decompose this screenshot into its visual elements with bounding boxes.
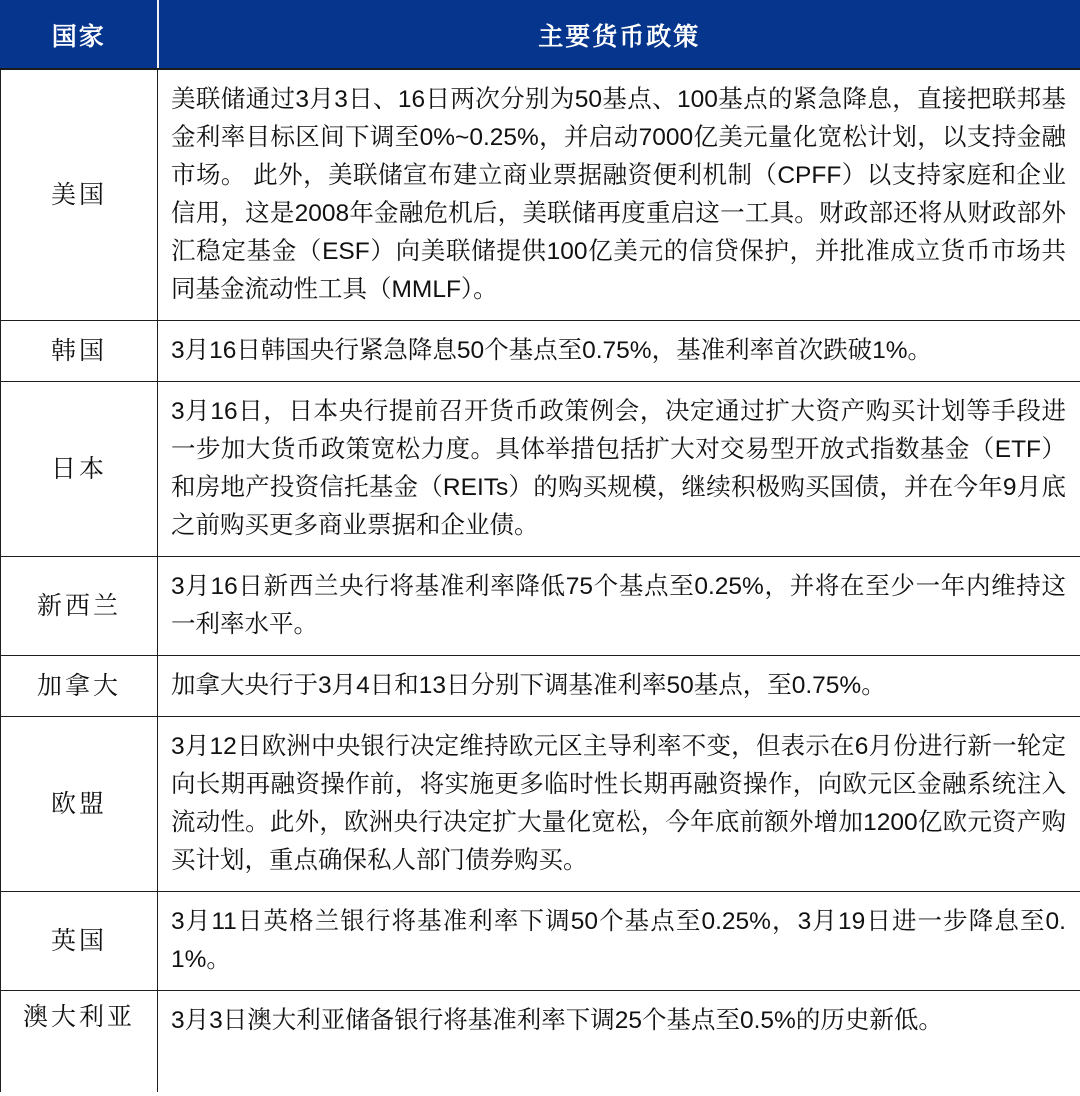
table-row bbox=[1, 991, 1080, 1093]
table-body bbox=[1, 69, 1080, 1092]
cell-country: 日本 bbox=[1, 382, 158, 557]
cell-policy: 3月11日英格兰银行将基准利率下调50个基点至0.25%，3月19日进一步降息至0.1%。 bbox=[158, 892, 1080, 991]
cell-country: 英国 bbox=[1, 892, 158, 991]
cell-policy: 3月16日新西兰央行将基准利率降低75个基点至0.25%，并将在至少一年内维持这一利率水平。 bbox=[158, 557, 1080, 656]
cell-policy: 3月3日澳大利亚储备银行将基准利率下调25个基点至0.5%的历史新低。 bbox=[158, 991, 1080, 1093]
column-header-country: 国家 bbox=[1, 1, 158, 70]
cell-country: 美国 bbox=[1, 69, 158, 321]
cell-country: 澳大利亚 bbox=[1, 991, 158, 1093]
table-header bbox=[1, 1, 1080, 70]
table-row bbox=[1, 717, 1080, 892]
table-header-row bbox=[1, 1, 1080, 70]
cell-country: 新西兰 bbox=[1, 557, 158, 656]
table-row bbox=[1, 382, 1080, 557]
cell-policy: 加拿大央行于3月4日和13日分别下调基准利率50基点，至0.75%。 bbox=[158, 656, 1080, 717]
table-row bbox=[1, 321, 1080, 382]
cell-country: 加拿大 bbox=[1, 656, 158, 717]
cell-country: 欧盟 bbox=[1, 717, 158, 892]
column-header-policy: 主要货币政策 bbox=[158, 1, 1080, 70]
table-row bbox=[1, 656, 1080, 717]
cell-policy: 3月16日韩国央行紧急降息50个基点至0.75%，基准利率首次跌破1%。 bbox=[158, 321, 1080, 382]
table-row bbox=[1, 557, 1080, 656]
table-row bbox=[1, 69, 1080, 321]
table-row bbox=[1, 892, 1080, 991]
cell-country: 韩国 bbox=[1, 321, 158, 382]
cell-policy: 3月12日欧洲中央银行决定维持欧元区主导利率不变，但表示在6月份进行新一轮定向长期再融资操作前，将实施更多临时性长期再融资操作，向欧元区金融系统注入流动性。此外，欧洲央行决定扩大量化宽松，今年底前额外增加1200亿欧元资产购买计划，重点确保私人部门债券购买。 bbox=[158, 717, 1080, 892]
cell-policy: 美联储通过3月3日、16日两次分别为50基点、100基点的紧急降息，直接把联邦基金利率目标区间下调至0%~0.25%，并启动7000亿美元量化宽松计划，以支持金融市场。 此外，美联储宣布建立商业票据融资便利机制（CPFF）以支持家庭和企业信用，这是2008年金融危机后，美联储再度重启这一工具。财政部还将从财政部外汇稳定基金（ESF）向美联储提供100亿美元的信贷保护，并批准成立货币市场共同基金流动性工具（MMLF）。 bbox=[158, 69, 1080, 321]
cell-policy: 3月16日，日本央行提前召开货币政策例会，决定通过扩大资产购买计划等手段进一步加大货币政策宽松力度。具体举措包括扩大对交易型开放式指数基金（ETF）和房地产投资信托基金（REITs）的购买规模，继续积极购买国债，并在今年9月底之前购买更多商业票据和企业债。 bbox=[158, 382, 1080, 557]
